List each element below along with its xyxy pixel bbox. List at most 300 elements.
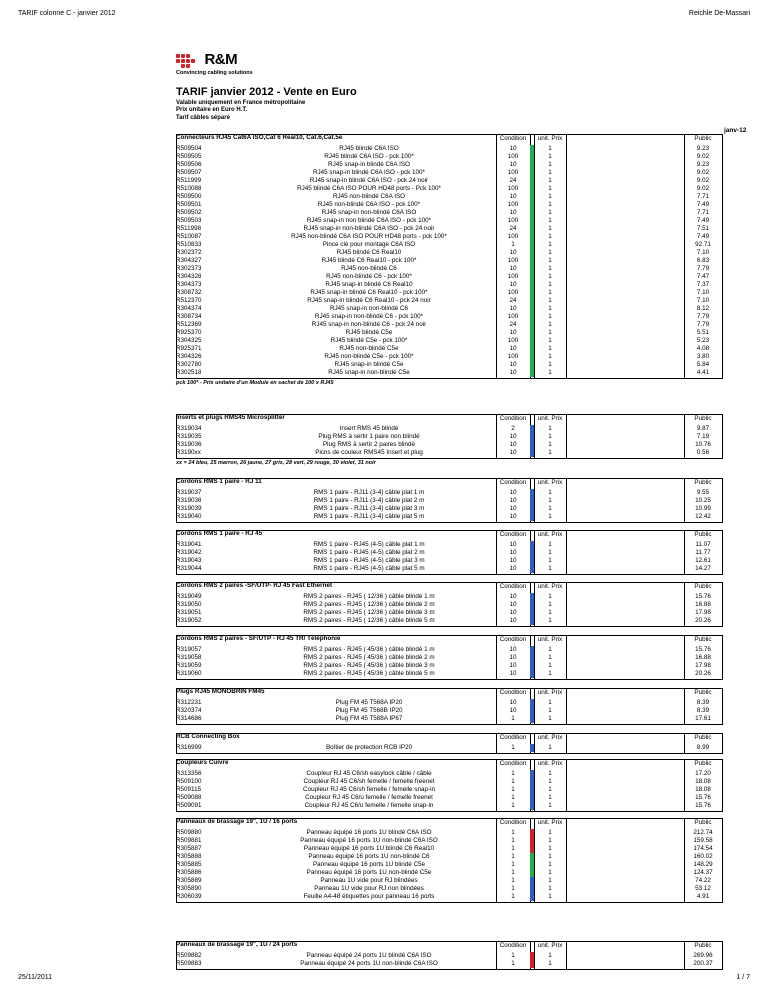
cell-unit: 1 [548, 662, 552, 669]
cell-unit: 1 [548, 345, 552, 352]
cell-ref: R509500 [176, 193, 202, 200]
column-rule [722, 818, 723, 903]
cell-ref: R510833 [176, 241, 202, 248]
cell-desc: RJ45 snap-in blindé C6 Real10 [325, 281, 413, 288]
col-header-cond: Condition [499, 135, 527, 142]
cell-desc: RJ45 non-blindé C5e - pck 100* [324, 353, 414, 360]
cell-ref: R319043 [176, 557, 202, 564]
status-bar [530, 369, 534, 377]
cell-desc: RJ45 non-blindé C6 - pck 100* [326, 273, 412, 280]
table-row [176, 802, 722, 810]
cell-price: 7.71 [696, 193, 710, 200]
cell-cond: 10 [509, 549, 517, 556]
cell-unit: 1 [548, 209, 552, 216]
cell-unit: 1 [548, 786, 552, 793]
cell-ref: R509501 [176, 201, 202, 208]
cell-desc: Coupleur RJ 45 C6/u femelle / femelle freenet [305, 794, 433, 801]
cell-ref: R509504 [176, 145, 202, 152]
table-top-rule [176, 530, 496, 531]
cell-unit: 1 [548, 169, 552, 176]
table-row [176, 549, 722, 557]
table-row [176, 177, 722, 185]
cell-price: 5.84 [696, 361, 710, 368]
cell-cond: 10 [509, 281, 517, 288]
table-bottom-rule [176, 458, 722, 459]
table-bottom-rule [176, 902, 722, 903]
cell-desc: Pince clé pour montage C6A ISO [322, 241, 416, 248]
section-title: Cordons RMS 1 paire - RJ 45 [176, 530, 263, 537]
cell-desc: RJ45 snap-in blindé C5e [334, 361, 404, 368]
table-bottom-rule [176, 626, 722, 627]
cell-cond: 1 [511, 715, 515, 722]
cell-cond: 1 [511, 845, 515, 852]
col-header-cond: Condition [499, 689, 527, 696]
table-bottom-rule [176, 522, 722, 523]
cell-ref: R302780 [176, 361, 202, 368]
status-bar [530, 217, 534, 225]
section-title: RCB Connecting Box [176, 733, 240, 740]
cell-ref: R319058 [176, 654, 202, 661]
cell-cond: 10 [509, 565, 517, 572]
cell-price: 159.58 [693, 837, 713, 844]
status-bar [530, 161, 534, 169]
cell-price: 8.39 [696, 699, 710, 706]
status-bar [530, 185, 534, 193]
cell-ref: R313356 [176, 770, 202, 777]
cell-ref: R509882 [176, 952, 202, 959]
table-row [176, 617, 722, 625]
cell-ref: R509507 [176, 169, 202, 176]
cell-cond: 1 [511, 869, 515, 876]
col-header-unit: unit. Prix [537, 689, 563, 696]
cell-desc: RJ45 non-blindé C6A ISO POUR HD48 ports - pck 100* [291, 233, 447, 240]
cell-desc: RJ45 blindé C6A ISO [339, 145, 399, 152]
cell-unit: 1 [548, 233, 552, 240]
cell-unit: 1 [548, 744, 552, 751]
col-header-price: Public [694, 583, 712, 590]
status-bar [530, 505, 534, 513]
cell-desc: RJ45 snap-in blindé C6A ISO - pck 100* [312, 169, 425, 176]
col-header-cond: Condition [499, 415, 527, 422]
cell-cond: 1 [511, 861, 515, 868]
cell-cond: 2 [511, 425, 515, 432]
cell-desc: Picns de couleur RMS45 Insert et plug [315, 449, 423, 456]
cell-cond: 10 [509, 209, 517, 216]
cell-cond: 24 [509, 177, 517, 184]
cell-cond: 10 [509, 441, 517, 448]
table-row [176, 541, 722, 549]
cell-cond: 100 [507, 185, 519, 192]
status-bar [530, 441, 534, 449]
section-title: Cordons RMS 1 paire - RJ 11 [176, 478, 262, 485]
cell-price: 200.37 [693, 960, 713, 967]
cell-cond: 10 [509, 193, 517, 200]
table-row [176, 257, 722, 265]
cell-unit: 1 [548, 601, 552, 608]
status-bar [530, 233, 534, 241]
cell-price: 20.26 [695, 617, 711, 624]
section-title: Coupleurs Cuivre [176, 759, 229, 766]
cell-unit: 1 [548, 369, 552, 376]
cell-ref: R319057 [176, 646, 202, 653]
status-bar [530, 201, 534, 209]
table-top-rule [176, 134, 496, 135]
status-bar [530, 265, 534, 273]
cell-ref: R319060 [176, 670, 202, 677]
cell-price: 124.37 [693, 869, 713, 876]
col-header-unit: unit. Prix [537, 942, 563, 949]
cell-desc: RJ45 blindé C5e [345, 329, 393, 336]
cell-ref: R306039 [176, 893, 202, 900]
table-row [176, 960, 722, 968]
col-header-unit: unit. Prix [537, 135, 563, 142]
cell-cond: 10 [509, 601, 517, 608]
cell-unit: 1 [548, 593, 552, 600]
cell-unit: 1 [548, 609, 552, 616]
cell-price: 15.76 [695, 646, 711, 653]
status-bar [530, 281, 534, 289]
cell-ref: R512370 [176, 297, 202, 304]
col-header-price: Public [694, 479, 712, 486]
cell-desc: RJ45 blindé C6A ISO - pck 100* [324, 153, 414, 160]
cell-ref: R314686 [176, 715, 202, 722]
cell-desc: RMS 1 paire - RJ11 (3-4) câble plat 3 m [313, 505, 425, 512]
cell-price: 7.10 [696, 297, 710, 304]
price-table [176, 414, 722, 459]
cell-price: 8.12 [696, 305, 710, 312]
table-row [176, 145, 722, 153]
cell-price: 20.26 [695, 670, 711, 677]
cell-price: 3.80 [696, 353, 710, 360]
cell-cond: 10 [509, 699, 517, 706]
cell-cond: 10 [509, 305, 517, 312]
subtitle-3: Tarif câbles séparé [176, 115, 230, 121]
status-bar [530, 778, 534, 786]
status-bar [530, 337, 534, 345]
status-bar [530, 169, 534, 177]
table-row [176, 654, 722, 662]
cell-desc: RJ45 snap-in non-blindé C5e [328, 369, 410, 376]
status-bar [530, 662, 534, 670]
cell-unit: 1 [548, 297, 552, 304]
status-bar [530, 786, 534, 794]
cell-ref: R512369 [176, 321, 202, 328]
cell-desc: RJ45 blindé C6 Real10 [336, 249, 402, 256]
cell-desc: Plug FM 45 T568A IP20 [335, 699, 403, 706]
table-row [176, 225, 722, 233]
cell-unit: 1 [548, 449, 552, 456]
cell-desc: Coupleur RJ 45 C6/sh femelle / femelle snap-in [303, 786, 435, 793]
cell-ref: R925371 [176, 345, 202, 352]
status-bar [530, 646, 534, 654]
status-bar [530, 241, 534, 249]
cell-ref: R308734 [176, 313, 202, 320]
table-row [176, 305, 722, 313]
cell-unit: 1 [548, 541, 552, 548]
cell-ref: R308732 [176, 289, 202, 296]
header-rule [496, 530, 722, 531]
col-header-unit: unit. Prix [537, 760, 563, 767]
cell-price: 11.77 [695, 549, 711, 556]
section-title: Connecteurs RJ45 Cat6A ISO,Cat 6 Real10, Cat.6,Cat.5e [176, 134, 343, 141]
cell-desc: RMS 2 paires - RJ45 ( 12/36 ) câble blindé 3 m [303, 609, 435, 616]
cell-desc: RMS 2 paires - RJ45 ( 45/36 ) câble blindé 1 m [303, 646, 435, 653]
cell-price: 7.51 [696, 225, 710, 232]
cell-cond: 1 [511, 786, 515, 793]
logo-mark-icon [176, 52, 198, 68]
table-row [176, 601, 722, 609]
cell-desc: RJ45 snap-in non-blindé C6 - pck 24 noir [311, 321, 427, 328]
cell-ref: R304374 [176, 305, 202, 312]
table-row [176, 557, 722, 565]
column-rule [722, 582, 723, 627]
cell-price: 74.22 [695, 877, 711, 884]
cell-price: 15.76 [695, 794, 711, 801]
col-header-unit: unit. Prix [537, 636, 563, 643]
table-top-rule [176, 733, 496, 734]
logo [176, 51, 253, 76]
cell-cond: 10 [509, 361, 517, 368]
cell-desc: RJ45 snap-in blindé C6 Real10 - pck 100* [310, 289, 428, 296]
status-bar [530, 145, 534, 153]
cell-price: 12.42 [695, 513, 711, 520]
cell-price: 14.27 [695, 565, 711, 572]
status-bar [530, 353, 534, 361]
col-header-unit: unit. Prix [537, 531, 563, 538]
status-bar [530, 297, 534, 305]
col-header-cond: Condition [499, 531, 527, 538]
cell-cond: 10 [509, 654, 517, 661]
table-row [176, 715, 722, 723]
cell-desc: RJ45 snap-in non-blindé C6A ISO - pck 24 noir [303, 225, 435, 232]
cell-cond: 1 [511, 770, 515, 777]
cell-price: 12.61 [695, 557, 711, 564]
cell-cond: 100 [507, 169, 519, 176]
cell-desc: Feuille A4-48 étiquettes pour panneau 16 ports [303, 893, 435, 900]
cell-unit: 1 [548, 557, 552, 564]
status-bar [530, 699, 534, 707]
cell-desc: Panneau 1U vide pour RJ blindées [320, 877, 418, 884]
cell-ref: R509883 [176, 960, 202, 967]
cell-price: 9.02 [696, 185, 710, 192]
cell-ref: R509505 [176, 153, 202, 160]
cell-price: 18.08 [695, 786, 711, 793]
cell-price: 7.37 [696, 281, 710, 288]
cell-desc: RJ45 non-blindé C5e [339, 345, 399, 352]
cell-ref: R305890 [176, 885, 202, 892]
cell-cond: 10 [509, 670, 517, 677]
cell-price: 53.12 [695, 885, 711, 892]
header-right: Reichle De-Massari [688, 10, 750, 17]
cell-desc: RJ45 blindé C6A ISO POUR HD48 ports - Pck 100* [297, 185, 441, 192]
logo-word: R&M [204, 51, 238, 69]
column-rule [722, 134, 723, 379]
cell-cond: 10 [509, 265, 517, 272]
cell-price: 9.23 [696, 161, 710, 168]
cell-desc: RJ45 blindé C5e - pck 100* [330, 337, 408, 344]
table-row [176, 869, 722, 877]
status-bar [530, 794, 534, 802]
header-rule [496, 582, 722, 583]
cell-unit: 1 [548, 177, 552, 184]
page-title: TARIF janvier 2012 - Vente en Euro [176, 86, 357, 98]
status-bar [530, 593, 534, 601]
col-header-cond: Condition [499, 819, 527, 826]
cell-desc: Plug FM 45 T588A IP67 [335, 715, 403, 722]
cell-price: 7.10 [696, 249, 710, 256]
table-bottom-rule [176, 574, 722, 575]
table-row [176, 353, 722, 361]
status-bar [530, 877, 534, 885]
table-row [176, 329, 722, 337]
cell-desc: Panneau équipé 16 ports 1U non-blindé C6A ISO [300, 837, 438, 844]
header-rule [496, 414, 722, 415]
cell-unit: 1 [548, 670, 552, 677]
cell-cond: 100 [507, 217, 519, 224]
cell-unit: 1 [548, 185, 552, 192]
cell-price: 9.02 [696, 177, 710, 184]
header-rule [496, 134, 722, 135]
cell-desc: Panneau équipé 16 ports 1U blindé C6 Real10 [303, 845, 435, 852]
cell-desc: RJ45 snap-in blindé C6A ISO [328, 161, 410, 168]
cell-ref: R509506 [176, 161, 202, 168]
cell-ref: R304373 [176, 281, 202, 288]
cell-cond: 24 [509, 225, 517, 232]
table-bottom-rule [176, 679, 722, 680]
cell-ref: R510087 [176, 233, 202, 240]
cell-desc: Panneau équipé 16 ports 1U blindé C5e [312, 861, 426, 868]
cell-price: 16.88 [695, 601, 711, 608]
cell-unit: 1 [548, 699, 552, 706]
status-bar [530, 837, 534, 845]
column-rule [722, 688, 723, 725]
status-bar [530, 345, 534, 353]
cell-unit: 1 [548, 257, 552, 264]
cell-price: 160.02 [693, 853, 713, 860]
cell-ref: R509502 [176, 209, 202, 216]
table-row [176, 861, 722, 869]
cell-cond: 10 [509, 449, 517, 456]
col-header-cond: Condition [499, 760, 527, 767]
col-header-unit: unit. Prix [537, 734, 563, 741]
cell-ref: R304326 [176, 353, 202, 360]
cell-price: 7.71 [696, 209, 710, 216]
status-bar [530, 313, 534, 321]
cell-desc: RJ45 snap-in blindé C6A ISO - pck 24 noir [309, 177, 429, 184]
status-bar [530, 715, 534, 723]
status-bar [530, 225, 534, 233]
status-bar [530, 845, 534, 853]
cell-ref: R319041 [176, 541, 202, 548]
cell-ref: R319035 [176, 433, 202, 440]
table-top-rule [176, 582, 496, 583]
price-table [176, 582, 722, 627]
cell-desc: RJ45 non-blindé C6A ISO - pck 100* [317, 201, 421, 208]
table-row [176, 433, 722, 441]
col-header-price: Public [694, 819, 712, 826]
status-bar [530, 513, 534, 521]
cell-desc: RMS 1 paire - RJ11 (3-4) câble plat 2 m [313, 497, 425, 504]
cell-price: 4.41 [696, 369, 710, 376]
table-row [176, 853, 722, 861]
table-row [176, 217, 722, 225]
header-rule [496, 478, 722, 479]
cell-cond: 10 [509, 497, 517, 504]
col-header-unit: unit. Prix [537, 479, 563, 486]
cell-desc: Panneau équipé 16 ports 1U blindé C6A ISO [306, 829, 432, 836]
cell-price: 7.49 [696, 217, 710, 224]
column-rule [722, 759, 723, 812]
cell-price: 7.47 [696, 273, 710, 280]
cell-unit: 1 [548, 249, 552, 256]
cell-unit: 1 [548, 845, 552, 852]
column-rule [722, 530, 723, 575]
price-table [176, 478, 722, 523]
table-row [176, 699, 722, 707]
cell-desc: Boîtier de protection RCB IP20 [325, 744, 413, 751]
cell-cond: 1 [511, 952, 515, 959]
status-bar [530, 361, 534, 369]
col-header-unit: unit. Prix [537, 819, 563, 826]
cell-desc: RMS 2 paires - RJ45 ( 12/36 ) câble blindé 1 m [303, 593, 435, 600]
cell-cond: 10 [509, 505, 517, 512]
cell-cond: 10 [509, 161, 517, 168]
cell-desc: Plug FM 45 T568B IP20 [335, 707, 403, 714]
price-table [176, 530, 722, 575]
status-bar [530, 609, 534, 617]
table-bottom-rule [176, 753, 722, 754]
cell-ref: R319042 [176, 549, 202, 556]
cell-price: 92.71 [695, 241, 711, 248]
cell-ref: R305887 [176, 845, 202, 852]
cell-cond: 24 [509, 297, 517, 304]
table-row [176, 786, 722, 794]
table-row [176, 885, 722, 893]
table-row [176, 893, 722, 901]
col-header-cond: Condition [499, 734, 527, 741]
table-row [176, 670, 722, 678]
price-table [176, 733, 722, 754]
cell-price: 148.29 [693, 861, 713, 868]
cell-unit: 1 [548, 193, 552, 200]
section-title: Panneaux de brassage 19", 1U / 24 ports [176, 941, 298, 948]
cell-desc: RMS 1 paire - RJ45 (4-5) câble plat 2 m [313, 549, 425, 556]
price-table [176, 688, 722, 725]
cell-unit: 1 [548, 565, 552, 572]
cell-ref: R925370 [176, 329, 202, 336]
cell-desc: Panneau équipé 16 ports 1U non-blindé C5e [306, 869, 432, 876]
cell-unit: 1 [548, 353, 552, 360]
cell-ref: R509091 [176, 802, 202, 809]
table-row [176, 369, 722, 377]
status-bar [530, 601, 534, 609]
cell-unit: 1 [548, 321, 552, 328]
table-row [176, 593, 722, 601]
cell-desc: RJ45 snap-in non-blindé C6 - pck 100* [314, 313, 424, 320]
cell-price: 4.91 [696, 893, 710, 900]
cell-cond: 100 [507, 273, 519, 280]
cell-cond: 10 [509, 145, 517, 152]
subtitle-2: Prix unitaire en Euro H.T. [176, 107, 248, 113]
cell-cond: 10 [509, 329, 517, 336]
cell-cond: 10 [509, 593, 517, 600]
cell-desc: RJ45 blindé C6 Real10 - pck 100* [321, 257, 417, 264]
cell-unit: 1 [548, 433, 552, 440]
table-row [176, 505, 722, 513]
table-row [176, 770, 722, 778]
cell-price: 9.02 [696, 153, 710, 160]
price-table [176, 134, 722, 379]
